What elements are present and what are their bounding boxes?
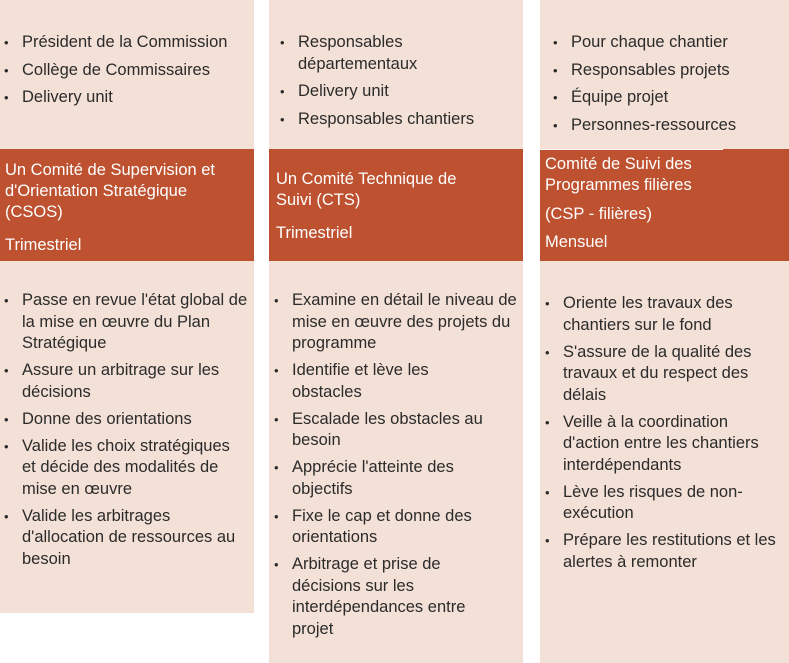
committee-name: Comité de Suivi des Programmes filières — [545, 155, 692, 194]
roles-list — [0, 290, 248, 576]
list-item: • Responsables départementaux — [276, 32, 438, 75]
list-item: • S'assure de la qualité des travaux et du respect des délais — [541, 342, 787, 407]
roles-list — [270, 290, 517, 646]
committee-name: Un Comité de Supervision et d'Orientation Stratégique (CSOS) — [5, 161, 216, 221]
list-item: • Assure un arbitrage sur les décisions — [0, 360, 248, 403]
committee-frequency: Trimestriel — [5, 236, 82, 254]
list-item: • Passe en revue l'état global de la mise en œuvre du Plan Stratégique — [0, 290, 248, 355]
list-item: • Examine en détail le niveau de mise en œuvre des projets du programme — [270, 290, 517, 355]
list-item: • Arbitrage et prise de décisions sur les interdépendances entre projet — [270, 554, 492, 640]
list-item: • Valide les arbitrages d'allocation de ressources au besoin — [0, 506, 248, 571]
committee-band — [540, 149, 789, 261]
committee-frequency: Mensuel — [545, 233, 608, 251]
list-item: • Identifie et lève les obstacles — [270, 360, 452, 403]
members-list — [549, 32, 736, 142]
list-item: • Apprécie l'atteinte des objectifs — [270, 457, 517, 500]
list-item: • Veille à la coordination d'action entre les chantiers interdépendants — [541, 412, 787, 477]
committee-band — [269, 149, 523, 261]
list-item: • Collège de Commissaires — [0, 60, 227, 82]
list-item: • Escalade les obstacles au besoin — [270, 409, 517, 452]
committee-abbreviation: (CSP - filières) — [545, 205, 652, 223]
members-panel — [540, 0, 789, 149]
roles-panel — [540, 261, 789, 663]
list-item: • Responsables projets — [549, 60, 736, 82]
members-list — [276, 32, 474, 136]
list-item: • Valide les choix stratégiques et décide des modalités de mise en œuvre — [0, 436, 248, 501]
list-item: • Personnes-ressources — [549, 115, 736, 137]
list-item: • Équipe projet — [549, 87, 736, 109]
list-item: • Prépare les restitutions et les alertes à remonter — [541, 530, 787, 573]
column-cts — [269, 0, 523, 663]
list-item: • Pour chaque chantier — [549, 32, 736, 54]
committee-band — [0, 149, 254, 261]
list-item: • Donne des orientations — [0, 409, 248, 431]
members-panel — [0, 0, 254, 149]
band-divider — [540, 149, 723, 150]
members-panel — [269, 0, 523, 149]
list-item: • Oriente les travaux des chantiers sur le fond — [541, 293, 787, 336]
roles-panel — [0, 261, 254, 613]
committee-name: Un Comité Technique de Suivi (CTS) — [276, 170, 457, 209]
list-item: • Fixe le cap et donne des orientations — [270, 506, 517, 549]
list-item: • Responsables chantiers — [276, 109, 474, 131]
roles-list — [541, 293, 787, 579]
list-item: • Delivery unit — [276, 81, 474, 103]
list-item: • Lève les risques de non-exécution — [541, 482, 787, 525]
column-csp — [540, 0, 789, 663]
members-list — [0, 32, 227, 115]
column-csos — [0, 0, 254, 663]
list-item: • Président de la Commission — [0, 32, 227, 54]
list-item: • Delivery unit — [0, 87, 227, 109]
committee-frequency: Trimestriel — [276, 224, 353, 242]
roles-panel — [269, 261, 523, 663]
